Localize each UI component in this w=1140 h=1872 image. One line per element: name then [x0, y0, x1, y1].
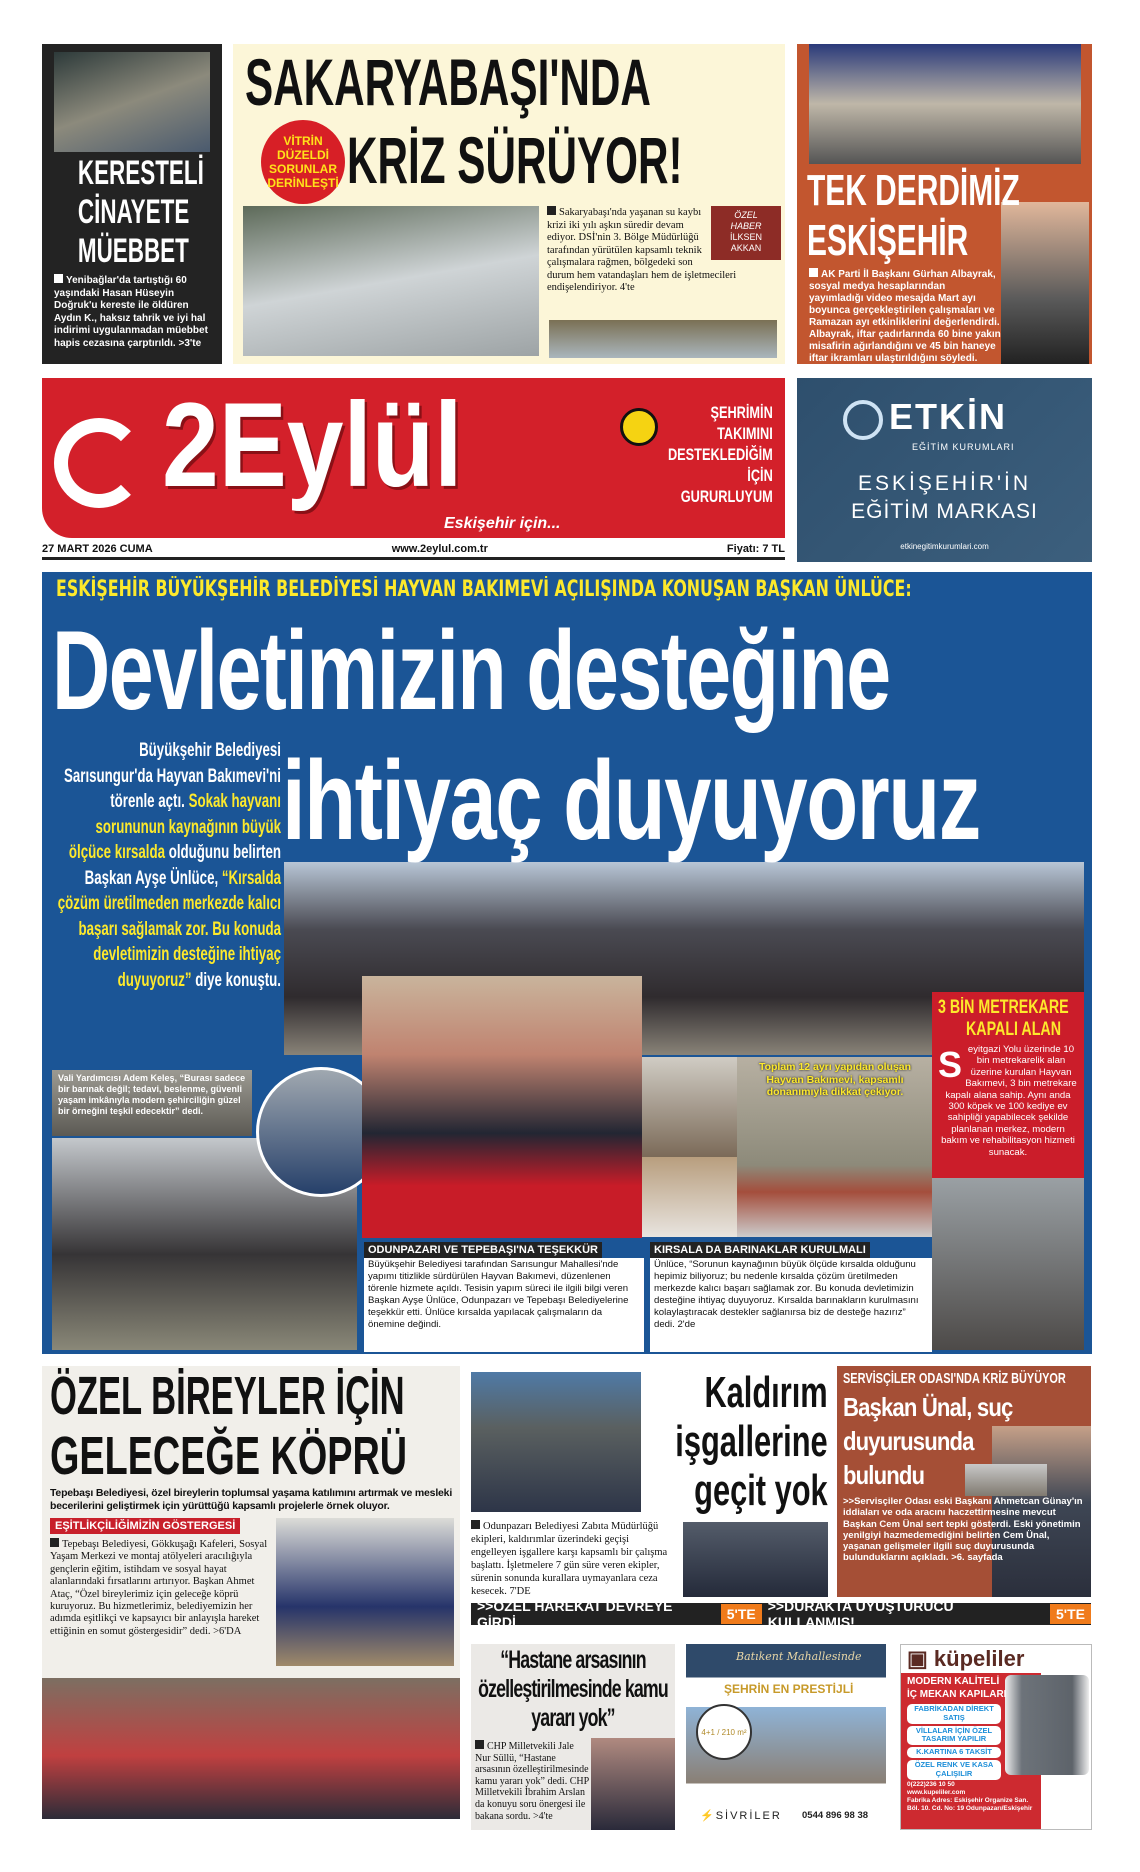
sidebar-3-bin: 3 BİN METREKARE KAPALI ALAN Seyitgazi Yolu üzerinde 10 bin metrekarelik alan üzerine kurulan Hayvan Bakımevi, 3 bin metrekare kapalı alana sahip. Aynı anda 300 köpek ve 100 kediye ev sahipliği yapabilecek şekilde planlanan merkez, modern bakım ve rehabilitasyon hizmeti sunacak. [932, 992, 1084, 1178]
photo-aerial: Toplam 12 ayrı yapıdan oluşan Hayvan Bakımevi, kapsamlı donanımıyla dikkat çekiyor. [737, 1057, 932, 1237]
photo-shop [683, 1522, 828, 1597]
headline-line: KRİZ SÜRÜYOR! [347, 123, 683, 197]
photo-workshop [276, 1518, 454, 1666]
ticker-bar [471, 1598, 1091, 1630]
story-body: Yenibağlar'da tartıştığı 60 yaşındaki Hasan Hüseyin Doğruk'u kereste ile öldüren Aydın K., haksız tahrik ve iyi hal indirimi uygulanmadan müebbet hapis cezasına çarptırıldı. >3'te [54, 274, 216, 350]
story-ozel-bireyler[interactable]: ÖZEL BİREYLER İÇİN GELECEĞE KÖPRÜ Tepebaşı Belediyesi, özel bireylerin toplumsal yaşama katılımını artırmak ve mesleki becerilerini geliştirmek için yürüttüğü kapsamlı projelerle örnek oluyor. EŞİTLİKÇİLİĞİMİZİN GÖSTERGESİ Tepebaşı Belediyesi, Gökkuşağı Kafeleri, Sosyal Yaşam Merkezi ve montaj atölyeleri aracılığıyla gençlerin eğitim, istihdam ve sosyal hayat alanlarındaki fırsatlarını artırıyor. Başkan Ahmet Ataç, “Özel bireylerimiz için geleceğe köprü kuruyoruz. Bu hizmetlerimiz, belediyemizin her adımda eşitlikçi ve kapsayıcı bir anlayışla hareket ettiğinin en somut göstergesidir” dedi. >6'DA [42, 1366, 460, 1819]
ad-kupeliler[interactable]: ▣ küpeliler MODERN KALİTELİ İÇ MEKAN KAPILARI FABRİKADAN DİREKT SATIŞ VİLLALAR İÇİN ÖZEL TASARIM YAPILIR K.KARTINA 6 TAKSİT ÖZEL RENK VE KASA ÇALIŞILIR 0(222)236 10 50 www.kupeliler.com Fabrika Adres: Eskişehir Organize San. Böl. 10. Cd. No: 19 Odunpazarı/Eskişehir [900, 1644, 1092, 1830]
ad-etkin[interactable]: ETKİN EĞİTİM KURUMLARI ESKİŞEHİR'İN EĞİTİM MARKASI etkinegitimkurumlari.com [797, 378, 1092, 562]
badge-starburst: VİTRİN DÜZELDİ SORUNLAR DERİNLEŞTİ [261, 120, 345, 204]
headline-line: SAKARYABAŞI'NDA [245, 45, 651, 119]
masthead: 2Eylül Eskişehir için... ŞEHRİMİN TAKIMINI DESTEKLEDİĞİM İÇİN GURURLUYUM [42, 378, 785, 538]
kicker: ESKİŞEHİR BÜYÜKŞEHİR BELEDİYESİ HAYVAN BAKIMEVİ AÇILIŞINDA KONUŞAN BAŞKAN ÜNLÜCE: [56, 577, 912, 602]
photo-iftar [809, 44, 1081, 164]
headline-line: TEK DERDİMİZ [807, 166, 1020, 215]
lead-text: Büyükşehir Belediyesi Sarısungur'da Hayvan Bakımevi'ni törenle açtı. Sokak hayvanı sorununun kaynağının büyük ölçüce kırsalda olduğunu belirten Başkan Ayşe Ünlüce, “Kırsalda çözüm üretilmeden merkezde kalıcı başarı sağlamak zor. Bu konuda devletimizin desteğine ihtiyaç duyuyoruz” diye konuştu. [57, 740, 282, 991]
ticker-item[interactable]: >>DURAKTA UYUŞTURUCU KULLANMIŞ! [767, 1598, 954, 1630]
sivriler-logo-icon: ⚡SİVRİLER [700, 1810, 782, 1822]
dateline [42, 540, 785, 560]
headline-line: CİNAYETE [77, 193, 190, 231]
ad-sivriler[interactable]: Batıkent Mahallesinde ŞEHRİN EN PRESTİJLİ 4+1 / 210 m² ⚡SİVRİLER 0544 896 98 38 [686, 1644, 886, 1830]
kupeliler-logo: ▣ küpeliler [907, 1646, 1025, 1671]
story-body: ÖZEL HABER İLKSEN AKKAN Sakaryabaşı'nda yaşanan su kaybı krizi iki yılı aşkın süredir devam ediyor. DSİ'nin 3. Bölge Müdürlüğü tarafından yürütülen kapsamlı teknik çalışmalara rağmen, bölgedeki son durum hem vatandaşları hem de işletmecileri endişelendiriyor. 4'te [547, 206, 781, 295]
story-sakaryabasi[interactable] [233, 44, 785, 364]
story-kaldirim[interactable]: Kaldırım işgallerine geçit yok Odunpazarı Belediyesi Zabıta Müdürlüğü ekipleri, kaldırımlar üzerindeki geçişi engelleyen işgallere karşı kapsamlı bir çalışma başlattı. İşletmelere 7 gün süre veren ekipler, sürenin sonunda kurallara uymayanlara ceza kesecek. 7'DE [471, 1368, 828, 1597]
photo-albayrak [1001, 202, 1089, 364]
logo: 2Eylül [162, 378, 463, 512]
photo-unluce [362, 976, 642, 1238]
price: Fiyatı: 7 TL [726, 542, 785, 555]
photo-mps [591, 1738, 675, 1830]
issue-date: 27 MART 2026 CUMA [42, 542, 153, 555]
photo-visit [932, 1178, 1084, 1350]
story-servisciler[interactable]: SERVİSÇİLER ODASI'NDA KRİZ BÜYÜYOR Başkan Ünal, suç duyurusunda bulundu >>Servisçiler Odası eski Başkanı Ahmetcan Günay'ın iddiaları ve oda aracını haczettirmesine mevcut Başkan Cem Ünal sert tepki gösterdi. Eski yönetimin yenilgiyi hazmedemediğini belirten Cem Ünal, yaşanan gelişmeler ilgili suç duyurusunda bulunduklarını açıkladı. >6. sayfada [837, 1366, 1091, 1597]
headline-line-1: Devletimizin desteğine [52, 608, 890, 733]
byline-box: ÖZEL HABER İLKSEN AKKAN [711, 206, 781, 260]
ad-pill: ÖZEL RENK VE KASA ÇALIŞILIR [907, 1760, 1001, 1780]
photo-kitten [642, 1157, 737, 1237]
headline-line: MÜEBBET [77, 232, 189, 270]
ad-pill: FABRİKADAN DİREKT SATIŞ [907, 1704, 1001, 1724]
main-story[interactable] [42, 572, 1092, 1354]
section-kirsal: KIRSALA DA BARINAKLAR KURULMALI Ünlüce, “Sorunun kaynağının büyük ölçüde kırsalda olduğunu hepimiz biliyoruz; bu nedenle kırsalda çözüm üretilmeden merkezde kalıcı başarı sağlamak zor. Bu konuda devletimizin desteğine ihtiyaç duyuyoruz. Kırsalda barınakların kurulmasını kolaylaştıracak destekler sağlanırsa biz de desteğe hazırız” dedi. 2'de [650, 1240, 932, 1352]
photo-door [1005, 1675, 1089, 1775]
slogan: Eskişehir için... [444, 515, 561, 532]
ad-pill: K.KARTINA 6 TAKSİT [907, 1747, 1001, 1758]
story-tek-derdimiz[interactable] [797, 44, 1092, 376]
dolphin-logo-icon [843, 400, 883, 440]
photo-vali: Vali Yardımcısı Adem Keleş, “Burası sadece bir barınak değil; tedavi, beslenme, güvenli yaşam imkânıyla modern şehirciliğin güzel bir örneğini teşkil edecektir” dedi. [52, 1070, 252, 1136]
photo-group [42, 1678, 460, 1819]
headline-line: ESKİŞEHİR [807, 216, 969, 265]
headline-line-2: ihtiyaç duyuyoruz [282, 738, 980, 863]
photo-puppies [642, 1057, 737, 1157]
section-odunpazari: ODUNPAZARI VE TEPEBAŞI'NA TEŞEKKÜR Büyükşehir Belediyesi tarafından Sarısungur Mahallesi'nde yapımı titizlikle sürdürülen Hayvan Bakımevi, düzenlenen törenle hizmete açıldı. Tesisin yapım süreci ile ilgili bilgi veren Başkan Ayşe Ünlüce, Odunpazarı ve Tepebaşı Belediyelerine teşekkür etti. Ünlüce kırsalda yapılacak çalışmaların da önemine değindi. [364, 1240, 644, 1352]
ad-pill: VİLLALAR İÇİN ÖZEL TASARIM YAPILIR [907, 1726, 1001, 1746]
ticker-item[interactable]: >>ÖZEL HAREKAT DEVREYE GİRDİ [477, 1598, 673, 1630]
photo-victim [54, 52, 210, 152]
website-link[interactable]: www.2eylul.com.tr [391, 542, 488, 555]
ataturk-flag-icon [54, 418, 144, 508]
ticker-page: 5'TE [721, 1604, 762, 1624]
ticker-page: 5'TE [1050, 1604, 1091, 1624]
story-body: AK Parti İl Başkanı Gürhan Albayrak, sosyal medya hesaplarından yayımladığı video mesajda Mart ayı boyunca gerçekleştirilen çalışmaları ve Ramazan ayı etkinliklerini değerlendirdi. Albayrak, iftar çadırlarında 60 bine yakın misafirin ağırlandığını ve 45 bin haneye iftar ikramları ulaştırıldığını söyledi. >3'te [809, 269, 1001, 376]
story-keresteli[interactable] [42, 44, 222, 364]
phone-icon: 0(222)236 10 50 [907, 1781, 955, 1788]
photo-swings [549, 320, 777, 358]
headline-line: KERESTELİ [77, 154, 204, 192]
dropcap: S [938, 1044, 963, 1085]
story-hastane[interactable]: “Hastane arsasının özelleştirilmesinde kamu yararı yok” CHP Milletvekili Jale Nur Süllü, “Hastane arsasının özelleştirilmesinde kamu yararı yok” dedi. CHP Milletvekili İbrahim Arslan da konuyu soru önergesi ile bakana sordu. >4'te [471, 1644, 675, 1830]
photo-sakaryabasi [243, 206, 539, 356]
